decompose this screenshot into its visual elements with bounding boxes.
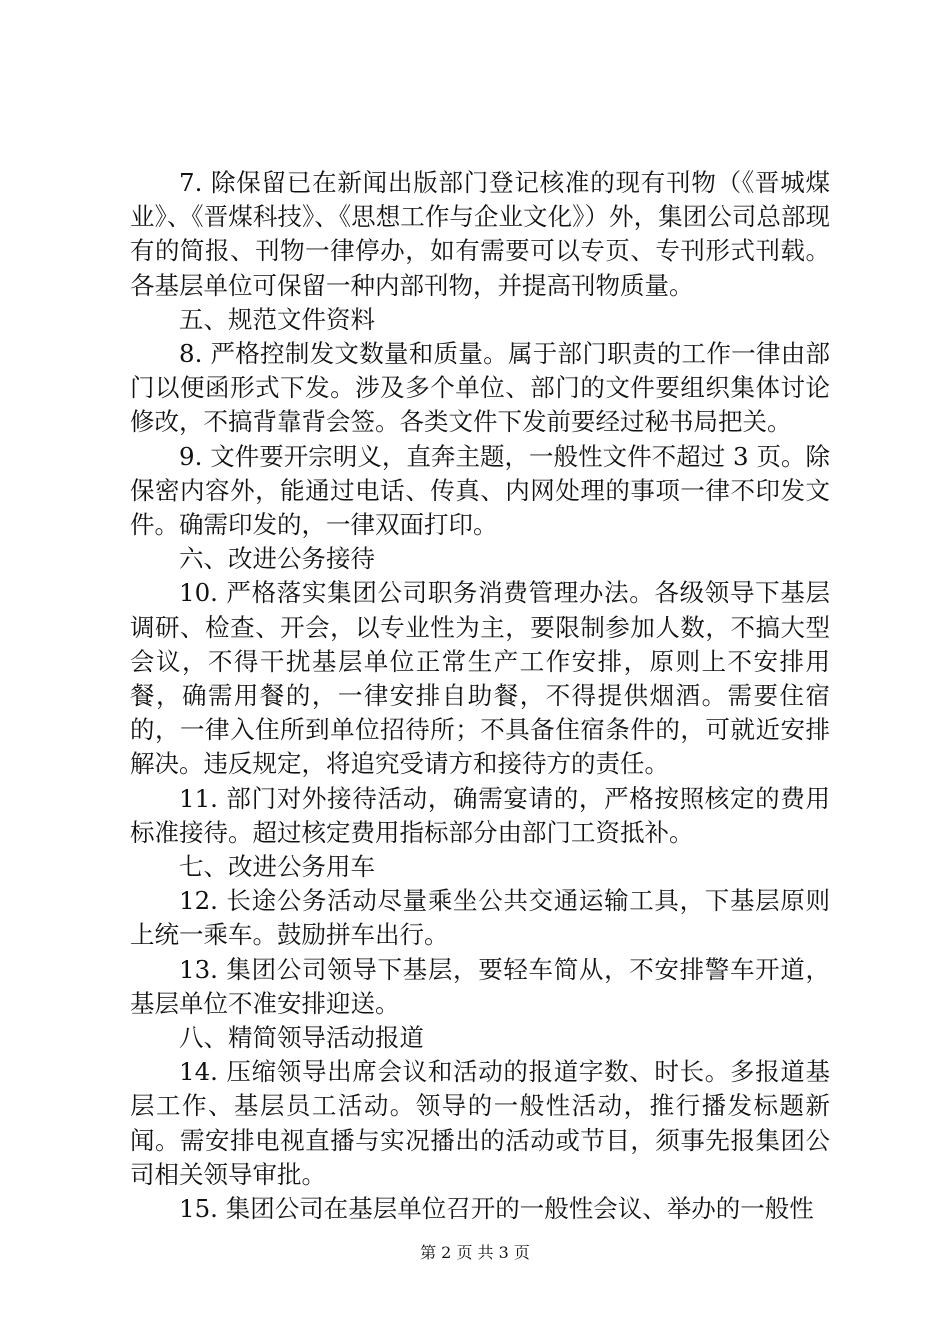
paragraph-12: 12. 长途公务活动尽量乘坐公共交通运输工具，下基层原则上统一乘车。鼓励拼车出行。 bbox=[130, 886, 830, 950]
section-heading-7: 七、改进公务用车 bbox=[179, 852, 375, 882]
section-heading-5: 五、规范文件资料 bbox=[179, 304, 375, 334]
paragraph-7: 7. 除保留已在新闻出版部门登记核准的现有刊物（《晋城煤业》、《晋煤科技》、《思想工作与企业文化》）外，集团公司总部现有的简报、刊物一律停办，如有需要可以专页、专刊形式刊载。各基层单位可保留一种内部刊物，并提高刊物质量。 bbox=[130, 168, 830, 300]
paragraph-9: 9. 文件要开宗明义，直奔主题，一般性文件不超过 3 页。除保密内容外，能通过电话、传真、内网处理的事项一律不印发文件。确需印发的，一律双面打印。 bbox=[130, 441, 830, 540]
document-body bbox=[130, 166, 830, 1226]
paragraph-13: 13. 集团公司领导下基层，要轻车简从，不安排警车开道，基层单位不准安排迎送。 bbox=[130, 954, 830, 1018]
section-heading-6: 六、改进公务接待 bbox=[179, 544, 375, 574]
paragraph-15: 15. 集团公司在基层单位召开的一般性会议、举办的一般性 bbox=[179, 1194, 814, 1224]
paragraph-11: 11. 部门对外接待活动，确需宴请的，严格按照核定的费用标准接待。超过核定费用指标部分由部门工资抵补。 bbox=[130, 783, 830, 847]
paragraph-10: 10. 严格落实集团公司职务消费管理办法。各级领导下基层调研、检查、开会，以专业性为主，要限制参加人数，不搞大型会议，不得干扰基层单位正常生产工作安排，原则上不安排用餐，确需用餐的，一律安排自助餐，不得提供烟酒。需要住宿的，一律入住所到单位招待所；不具备住宿条件的，可就近安排解决。违反规定，将追究受请方和接待方的责任。 bbox=[130, 578, 830, 779]
paragraph-14: 14. 压缩领导出席会议和活动的报道字数、时长。多报道基层工作、基层员工活动。领导的一般性活动，推行播发标题新闻。需安排电视直播与实况播出的活动或节目，须事先报集团公司相关领导审批。 bbox=[130, 1057, 830, 1189]
page-number-label: 第 2 页 共 3 页 bbox=[420, 1243, 530, 1262]
paragraph-8: 8. 严格控制发文数量和质量。属于部门职责的工作一律由部门以便函形式下发。涉及多个单位、部门的文件要组织集体讨论修改，不搞背靠背会签。各类文件下发前要经过秘书局把关。 bbox=[130, 339, 830, 437]
page-footer bbox=[0, 1243, 950, 1263]
section-heading-8: 八、精简领导活动报道 bbox=[179, 1023, 424, 1053]
